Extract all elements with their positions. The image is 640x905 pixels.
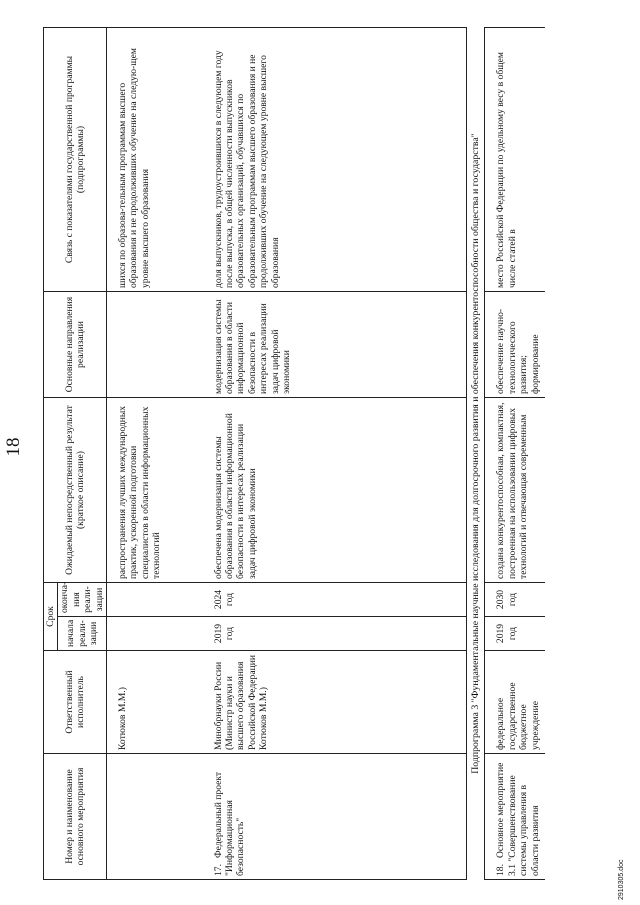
cell-directions: обеспечение научно-технологического развития; формирование [485,292,545,398]
section-row [467,28,485,880]
header-executor: Ответственный исполнитель [44,651,107,754]
cell-start: 2019 год [485,617,545,651]
cell-indicator-link: место Российской Федерации по удельному весу в общем числе статей в [485,28,545,292]
cell-start: 2019 год [203,617,467,651]
table-row [203,28,467,880]
cell-end [107,583,203,617]
cell-indicator-link: доля выпускников, трудоустроившихся в следующем году после выпуска, в общей численности выпускников образовательных организаций, обучавшихся по образовательным программам высшего образования и не продолживших обучение на следующем уровне высшего образования [203,28,467,292]
table-row [485,28,545,880]
table-body [107,28,545,880]
cell-name [107,754,203,880]
cell-executor: Минобрнауки России (Министр науки и высшего образования Российской Федерации Котюков М.М.) [203,651,467,754]
cell-executor: федеральное государственное бюджетное учреждение [485,651,545,754]
cell-name: 17.Федеральный проект "Информационная безопасность" [203,754,467,880]
header-term: Срок [44,583,58,651]
cell-result: распространения лучших международных практик, ускоренной подготовки специалистов в области информационных технологий [107,398,203,583]
cell-indicator-link: шихся по образова-тельным программам высшего образования и не продолживших обучение на следую-щем уровне высшего образования [107,28,203,292]
cell-end: 2030 год [485,583,545,617]
cell-executor: Котюков М.М.) [107,651,203,754]
cell-result: обеспечена модернизация системы образования в области информационной безопасности в интересах реализации задач цифровой экономики [203,398,467,583]
header-directions: Основные направления реализации [44,292,107,398]
measures-table [43,27,545,880]
cell-start [107,617,203,651]
header-term-end: оконча-ния реали-зации [58,583,107,617]
header-term-start: начала реали-зации [58,617,107,651]
cell-directions: модернизация системы образования в области информационной безопасности в интересах реализации задач цифровой экономики [203,292,467,398]
header-expected-result: Ожидаемый непосредственный результат (краткое описание) [44,398,107,583]
page-number: 18 [3,437,24,457]
subprogram-title: Подпрограмма 3 "Фундаментальные научные исследования для долгосрочного развития и обеспечения конкурентоспособности общества и государства" [467,28,485,880]
cell-name: 18.Основное мероприятие 3.1 "Совершенствование системы управления в области развития [485,754,545,880]
file-name-label: 2910305.doc [618,859,625,900]
header-indicators-link: Связь с показателями государственной программы (подпрограммы) [44,28,107,292]
cell-result: создана конкурентоспособная, компактная, построенная на использовании цифровых технологий и отвечающая современным [485,398,545,583]
table-row [107,28,203,880]
cell-end: 2024 год [203,583,467,617]
cell-directions [107,292,203,398]
header-number-name: Номер и наименование основного мероприятия [44,754,107,880]
table-header [44,28,107,880]
